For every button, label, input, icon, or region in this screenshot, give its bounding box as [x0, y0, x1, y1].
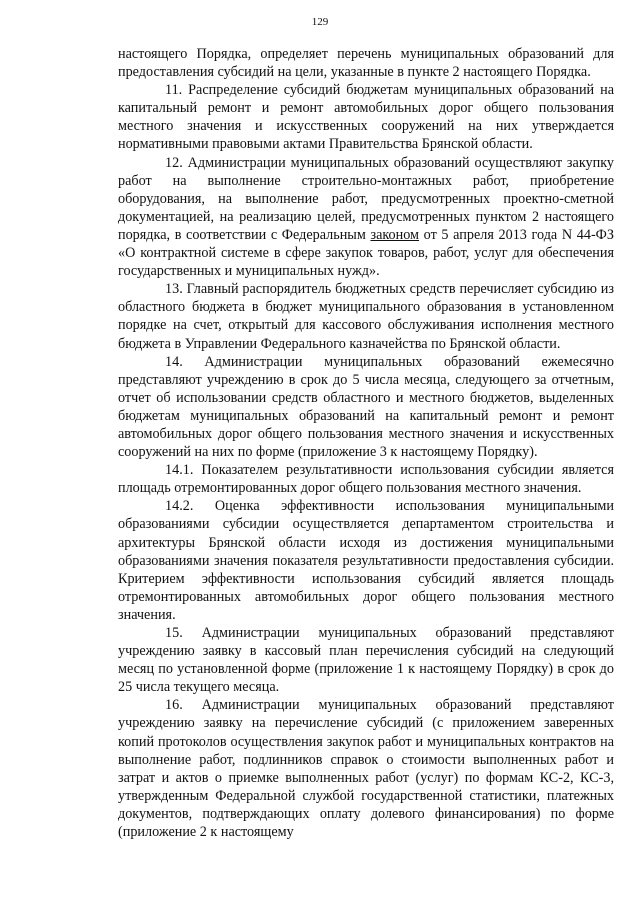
page-number: 129 — [311, 16, 329, 28]
paragraph-12-text-before: 12. Администрации муниципальных образований осуществляют закупку работ на выполнение строительно-монтажных работ, приобретение оборудования, на выполнение работ, предусмотренных проектно-сметной документацией, на реализацию целей, предусмотренных пунктом 2 настоящего порядка, в соответствии с Федеральным — [118, 154, 614, 243]
paragraph-11: 11. Распределение субсидий бюджетам муниципальных образований на капитальный ремонт и ремонт автомобильных дорог общего пользования местного значения и искусственных сооружений на них утверждается нормативными правовыми актами Правительства Брянской области. — [118, 82, 614, 153]
document-body — [118, 45, 614, 841]
paragraph-13: 13. Главный распорядитель бюджетных средств перечисляет субсидию из областного бюджета в бюджет муниципального образования в установленном порядке на счет, открытый для кассового обслуживания исполнения местного бюджета в Управлении Федерального казначейства по Брянской области. — [118, 281, 614, 352]
paragraph-15: 15. Администрации муниципальных образований представляют учреждению заявку в кассовый план перечисления субсидий на следующий месяц по установленной форме (приложение 1 к настоящему Порядку) в срок до 25 числа текущего месяца. — [118, 625, 614, 696]
federal-law-link[interactable]: законом — [370, 226, 420, 243]
paragraph-14-2: 14.2. Оценка эффективности использования муниципальными образованиями субсидии осуществляется департаментом строительства и архитектуры Брянской области исходя из достижения муниципальными образованиями значения показателя результативности предоставления субсидии. Критерием эффективности использования субсидий является площадь отремонтированных автомобильных дорог общего пользования местного значения. — [118, 498, 614, 623]
paragraph-14-1: 14.1. Показателем результативности использования субсидии является площадь отремонтированных дорог общего пользования местного значения. — [118, 462, 614, 497]
paragraph-16: 16. Администрации муниципальных образований представляют учреждению заявку на перечисление субсидий (с приложением заверенных копий протоколов осуществления закупок работ и муниципальных контрактов на выполнение работ, подлинников справок о стоимости выполненных работ и затрат и актов о приемке выполненных работ (услуг) по формам КС-2, КС-3, утвержденным Федеральной службой государственной статистики, платежных документов, подтверждающих оплату долевого финансирования) по форме (приложение 2 к настоящему — [118, 697, 614, 841]
paragraph-14: 14. Администрации муниципальных образований ежемесячно представляют учреждению в срок до 5 числа месяца, следующего за отчетным, отчет об использовании средств областного и местного бюджетов, выделенных бюджетам муниципальных образований на капитальный ремонт и ремонт автомобильных дорог общего пользования местного значения и искусственных сооружений на них по форме (приложение 3 к настоящему Порядку). — [118, 353, 614, 461]
paragraph-12-text-after: от 5 апреля 2013 года N 44-ФЗ «О контрактной системе в сфере закупок товаров, работ, услуг для обеспечения государственных и муниципальных нужд». — [118, 226, 614, 280]
paragraph-12 — [118, 154, 614, 281]
paragraph-continuation: настоящего Порядка, определяет перечень муниципальных образований для предоставления субсидий на цели, указанные в пункте 2 настоящего Порядка. — [118, 46, 614, 81]
